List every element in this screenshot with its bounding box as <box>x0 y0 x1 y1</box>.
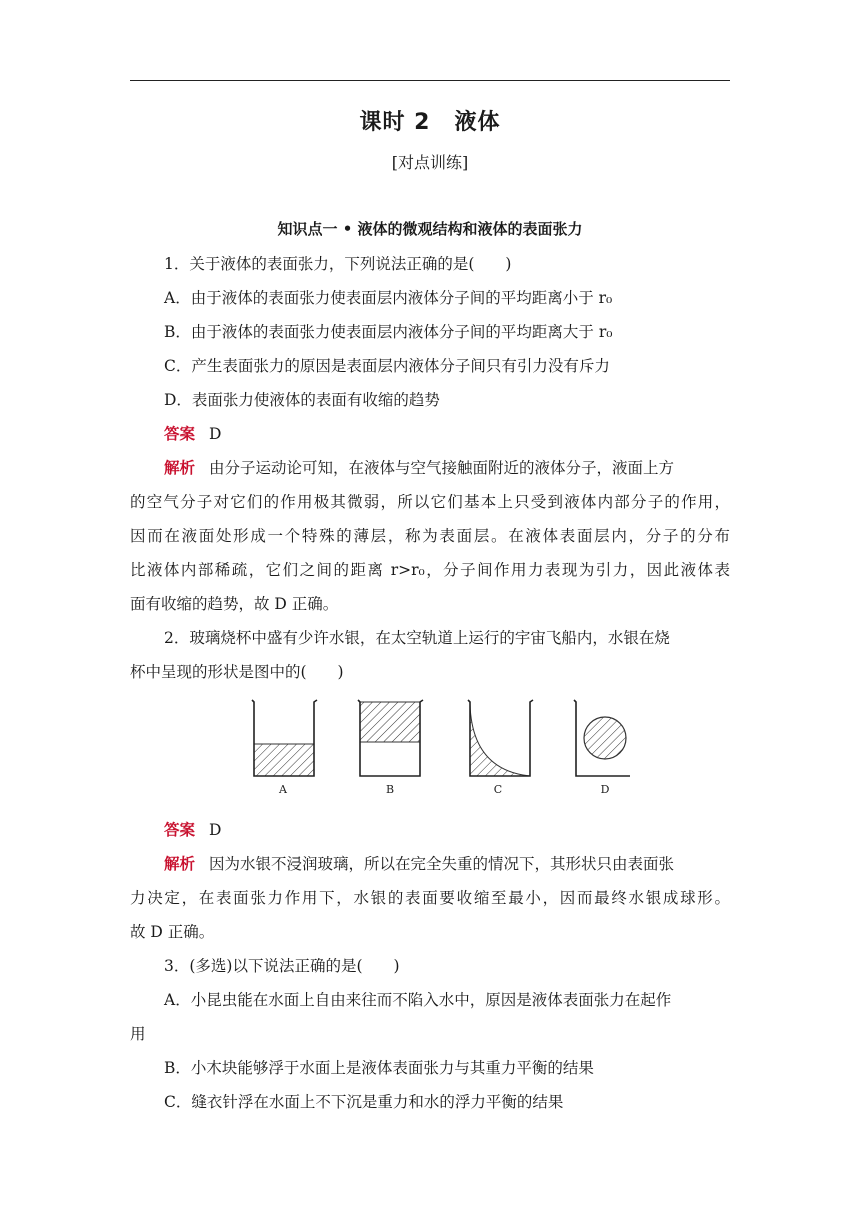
page-subtitle: [对点训练] <box>391 153 469 172</box>
title-topic: 液体 <box>454 110 501 135</box>
q2-answer-value: D <box>209 821 222 839</box>
q1-answer-value: D <box>209 425 222 443</box>
q3-option-c: C．缝衣针浮在水面上不下沉是重力和水的浮力平衡的结果 <box>164 1093 564 1111</box>
label-d: D <box>600 783 610 796</box>
q2-answer-label: 答案 <box>164 821 196 839</box>
beaker-b <box>358 700 423 796</box>
q1-analysis-line-5: 面有收缩的趋势，故 D 正确。 <box>130 595 339 613</box>
beaker-d <box>574 700 630 796</box>
q1-option-b: B．由于液体的表面张力使表面层内液体分子间的平均距离大于 r₀ <box>164 323 613 341</box>
q2-stem-line-2: 杯中呈现的形状是图中的( ) <box>130 663 344 681</box>
q1-option-a: A．由于液体的表面张力使表面层内液体分子间的平均距离小于 r₀ <box>164 289 613 307</box>
top-rule <box>130 80 730 81</box>
label-a: A <box>279 783 287 796</box>
beaker-figure <box>240 690 630 802</box>
q3-option-a-line-1: A．小昆虫能在水面上自由来往而不陷入水中，原因是液体表面张力在起作 <box>164 991 672 1009</box>
label-b: B <box>385 783 395 796</box>
label-c: C <box>493 783 503 796</box>
page-title <box>0 105 860 136</box>
q1-option-c: C．产生表面张力的原因是表面层内液体分子间只有引力没有斥力 <box>164 357 610 375</box>
q2-analysis-line-2: 力决定，在表面张力作用下，水银的表面要收缩至最小，因而最终水银成球形。 <box>130 889 730 907</box>
q2-answer <box>164 820 221 840</box>
q1-option-d: D．表面张力使液体的表面有收缩的趋势 <box>164 391 440 409</box>
q2-stem-line-1: 2．玻璃烧杯中盛有少许水银，在太空轨道上运行的宇宙飞船内，水银在烧 <box>164 629 670 647</box>
q1-analysis-line-2: 的空气分子对它们的作用极其微弱，所以它们基本上只受到液体内部分子的作用， <box>130 493 730 511</box>
q1-analysis-line-4: 比液体内部稀疏，它们之间的距离 r>r₀，分子间作用力表现为引力，因此液体表 <box>130 561 730 579</box>
q1-analysis-line-3: 因而在液面处形成一个特殊的薄层，称为表面层。在液体表面层内，分子的分布 <box>130 527 730 545</box>
section-title: 知识点一 • 液体的微观结构和液体的表面张力 <box>277 220 583 238</box>
q3-stem: 3．(多选)以下说法正确的是( ) <box>164 957 400 975</box>
q1-answer-label: 答案 <box>164 425 196 443</box>
q3-option-a-line-2: 用 <box>130 1025 146 1043</box>
q2-analysis-line-3: 故 D 正确。 <box>130 923 215 941</box>
q1-answer <box>164 424 221 444</box>
q1-analysis-label: 解析 <box>164 459 196 477</box>
q3-option-b: B．小木块能够浮于水面上是液体表面张力与其重力平衡的结果 <box>164 1059 594 1077</box>
q1-stem: 1．关于液体的表面张力，下列说法正确的是( ) <box>164 255 512 273</box>
q1-analysis-line-1: 解析 由分子运动论可知，在液体与空气接触面附近的液体分子，液面上方 <box>164 459 675 477</box>
q2-analysis-label: 解析 <box>164 855 196 873</box>
beaker-c <box>468 700 533 796</box>
beaker-a <box>252 700 317 796</box>
title-lesson: 课时 2 <box>359 110 431 135</box>
q2-analysis-line-1: 解析 因为水银不浸润玻璃，所以在完全失重的情况下，其形状只由表面张 <box>164 855 675 873</box>
